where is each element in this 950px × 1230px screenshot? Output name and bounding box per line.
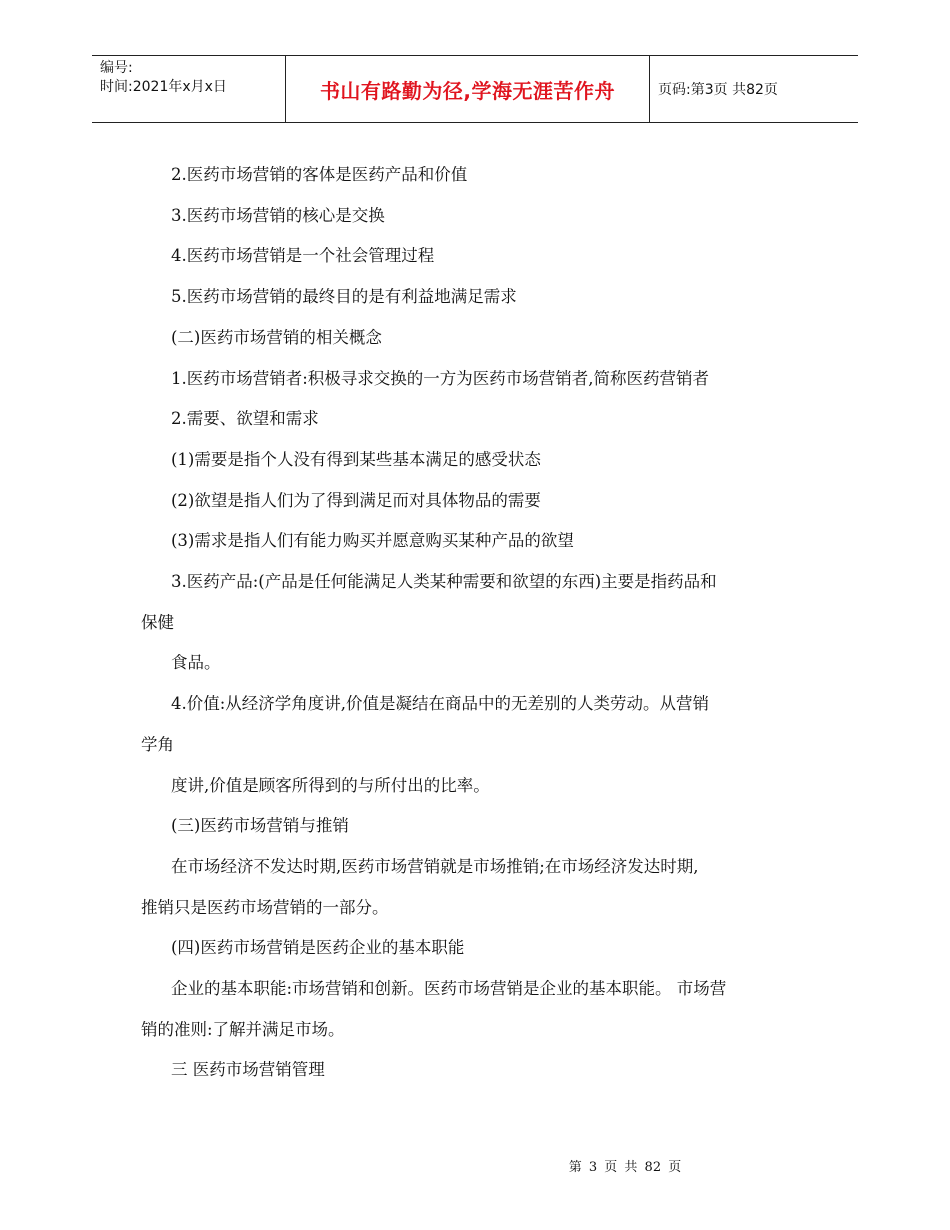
- page-footer: 第 3 页 共 82 页: [568, 1160, 682, 1175]
- paragraph: (2)欲望是指人们为了得到满足而对具体物品的需要: [171, 490, 541, 510]
- header-page-cell: [650, 56, 858, 122]
- page-header: [92, 55, 858, 123]
- section-heading: 三 医药市场营销管理: [171, 1060, 325, 1080]
- paragraph: (3)需求是指人们有能力购买并愿意购买某种产品的欲望: [171, 531, 574, 551]
- paragraph-continuation: 销的准则:了解并满足市场。: [141, 1019, 345, 1039]
- paragraph: 3.医药市场营销的核心是交换: [171, 205, 385, 225]
- paragraph: (1)需要是指个人没有得到某些基本满足的感受状态: [171, 449, 541, 469]
- document-time: 时间:2021年x月x日: [100, 79, 227, 95]
- section-heading: (四)医药市场营销是医药企业的基本职能: [171, 938, 465, 958]
- paragraph-continuation: 推销只是医药市场营销的一部分。: [141, 897, 389, 917]
- document-body: [141, 155, 801, 1091]
- paragraph: 度讲,价值是顾客所得到的与所付出的比率。: [171, 775, 490, 795]
- header-motto-cell: [286, 56, 650, 122]
- paragraph: 1.医药市场营销者:积极寻求交换的一方为医药市场营销者,简称医药营销者: [171, 368, 710, 388]
- header-meta: [92, 56, 286, 122]
- paragraph-continuation: 学角: [141, 734, 174, 754]
- header-page-info: 页码:第3页 共82页: [658, 82, 778, 98]
- paragraph: 4.价值:从经济学角度讲,价值是凝结在商品中的无差别的人类劳动。从营销: [171, 694, 710, 714]
- paragraph-continuation: 保健: [141, 612, 174, 632]
- paragraph: 企业的基本职能:市场营销和创新。医药市场营销是企业的基本职能。 市场营: [171, 979, 727, 999]
- paragraph: 2.医药市场营销的客体是医药产品和价值: [171, 165, 468, 184]
- header-motto: 书山有路勤为径,学海无涯苦作舟: [319, 78, 616, 103]
- paragraph: 4.医药市场营销是一个社会管理过程: [171, 246, 435, 266]
- paragraph: 食品。: [171, 653, 221, 673]
- paragraph: 在市场经济不发达时期,医药市场营销就是市场推销;在市场经济发达时期,: [171, 856, 699, 876]
- paragraph: 5.医药市场营销的最终目的是有利益地满足需求: [171, 287, 517, 307]
- document-number-label: 编号:: [100, 60, 133, 76]
- paragraph: 2.需要、欲望和需求: [171, 409, 319, 429]
- section-heading: (二)医药市场营销的相关概念: [171, 327, 382, 347]
- section-heading: (三)医药市场营销与推销: [171, 816, 349, 836]
- paragraph: 3.医药产品:(产品是任何能满足人类某种需要和欲望的东西)主要是指药品和: [171, 572, 717, 592]
